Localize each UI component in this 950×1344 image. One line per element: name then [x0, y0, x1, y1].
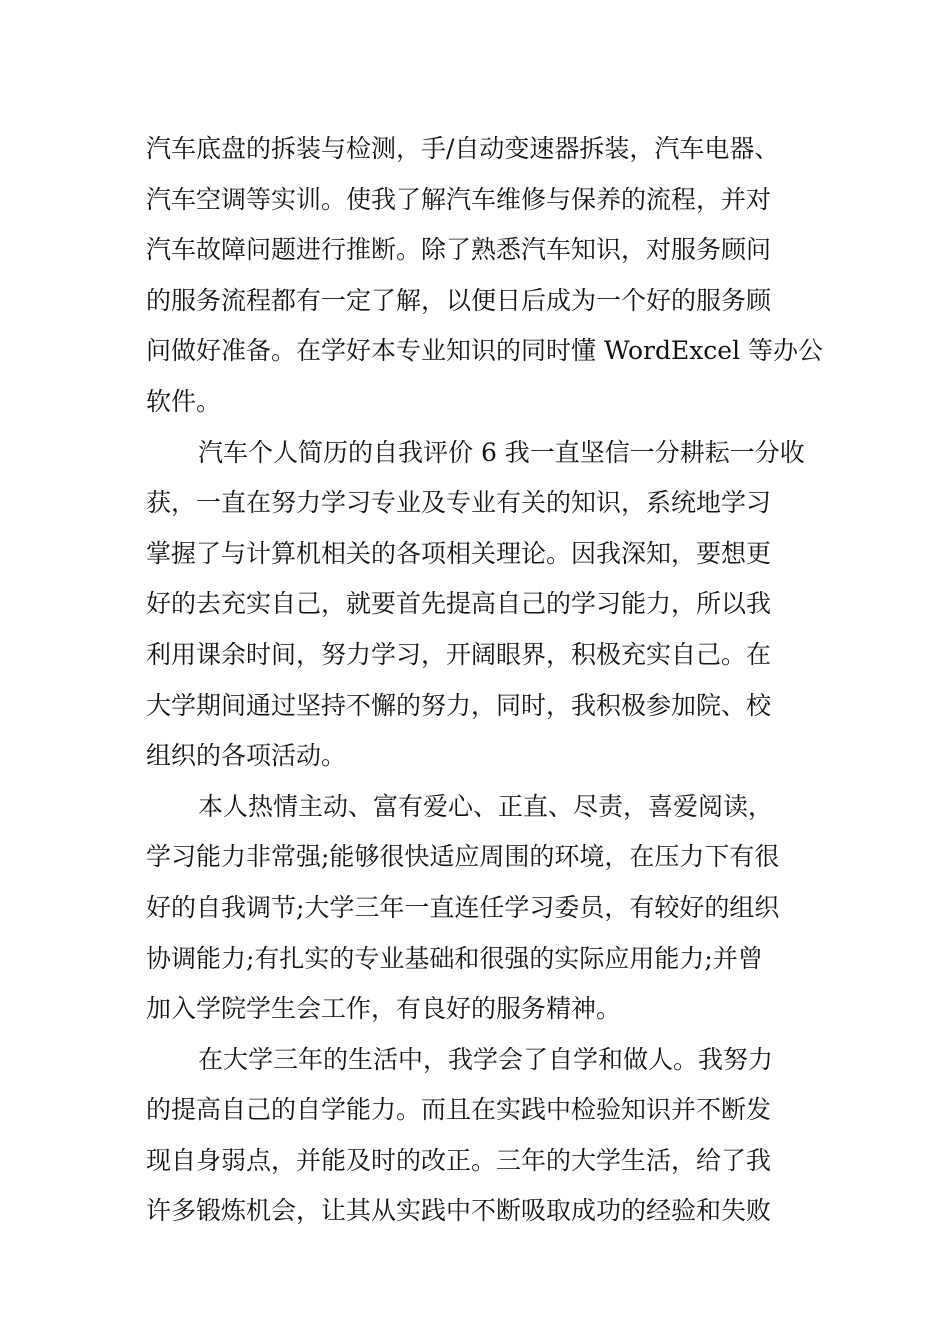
text-line: 现自身弱点，并能及时的改正。三年的大学生活，给了我 — [146, 1145, 772, 1175]
text-line: 加入学院学生会工作，有良好的服务精神。 — [146, 994, 622, 1024]
text-line: 汽车底盘的拆装与检测，手/自动变速器拆装，汽车电器、 — [146, 134, 780, 163]
text-line: 的提高自己的自学能力。而且在实践中检验知识并不断发 — [146, 1095, 772, 1125]
text-line: 组织的各项活动。 — [146, 741, 347, 771]
text-line: 利用课余时间，努力学习，开阔眼界，积极充实自己。在 — [146, 639, 772, 669]
text-line: 获，一直在努力学习专业及专业有关的知识，系统地学习 — [146, 488, 772, 518]
paragraph-self-evaluation-6 — [146, 428, 810, 782]
paragraph-training-summary — [146, 124, 824, 428]
text-line: 在大学三年的生活中，我学会了自学和做人。我努力 — [198, 1044, 774, 1074]
paragraph-college-life — [146, 1035, 810, 1237]
text-line: 问做好准备。在学好本专业知识的同时懂 WordExcel 等办公 — [146, 336, 824, 366]
text-line: 许多锻炼机会，让其从实践中不断吸取成功的经验和失败 — [146, 1196, 772, 1226]
text-line: 汽车空调等实训。使我了解汽车维修与保养的流程，并对 — [146, 184, 772, 214]
paragraph-personal-traits — [146, 782, 810, 1035]
text-line: 汽车个人简历的自我评价 6 我一直坚信一分耕耘一分收 — [198, 437, 805, 467]
text-line: 大学期间通过坚持不懈的努力，同时，我积极参加院、校 — [146, 690, 772, 720]
text-line: 本人热情主动、富有爱心、正直、尽责，喜爱阅读， — [198, 791, 774, 821]
text-line: 汽车故障问题进行推断。除了熟悉汽车知识，对服务顾问 — [146, 235, 772, 265]
text-line: 的服务流程都有一定了解，以便日后成为一个好的服务顾 — [146, 285, 772, 315]
text-line: 软件。 — [146, 386, 222, 416]
text-line: 好的去充实自己，就要首先提高自己的学习能力，所以我 — [146, 589, 772, 619]
text-line: 好的自我调节;大学三年一直连任学习委员，有较好的组织 — [146, 892, 780, 922]
text-line: 学习能力非常强;能够很快适应周围的环境，在压力下有很 — [146, 842, 780, 872]
document-body — [146, 124, 824, 1237]
text-line: 掌握了与计算机相关的各项相关理论。因我深知，要想更 — [146, 538, 772, 568]
text-line: 协调能力;有扎实的专业基础和很强的实际应用能力;并曾 — [146, 943, 763, 973]
